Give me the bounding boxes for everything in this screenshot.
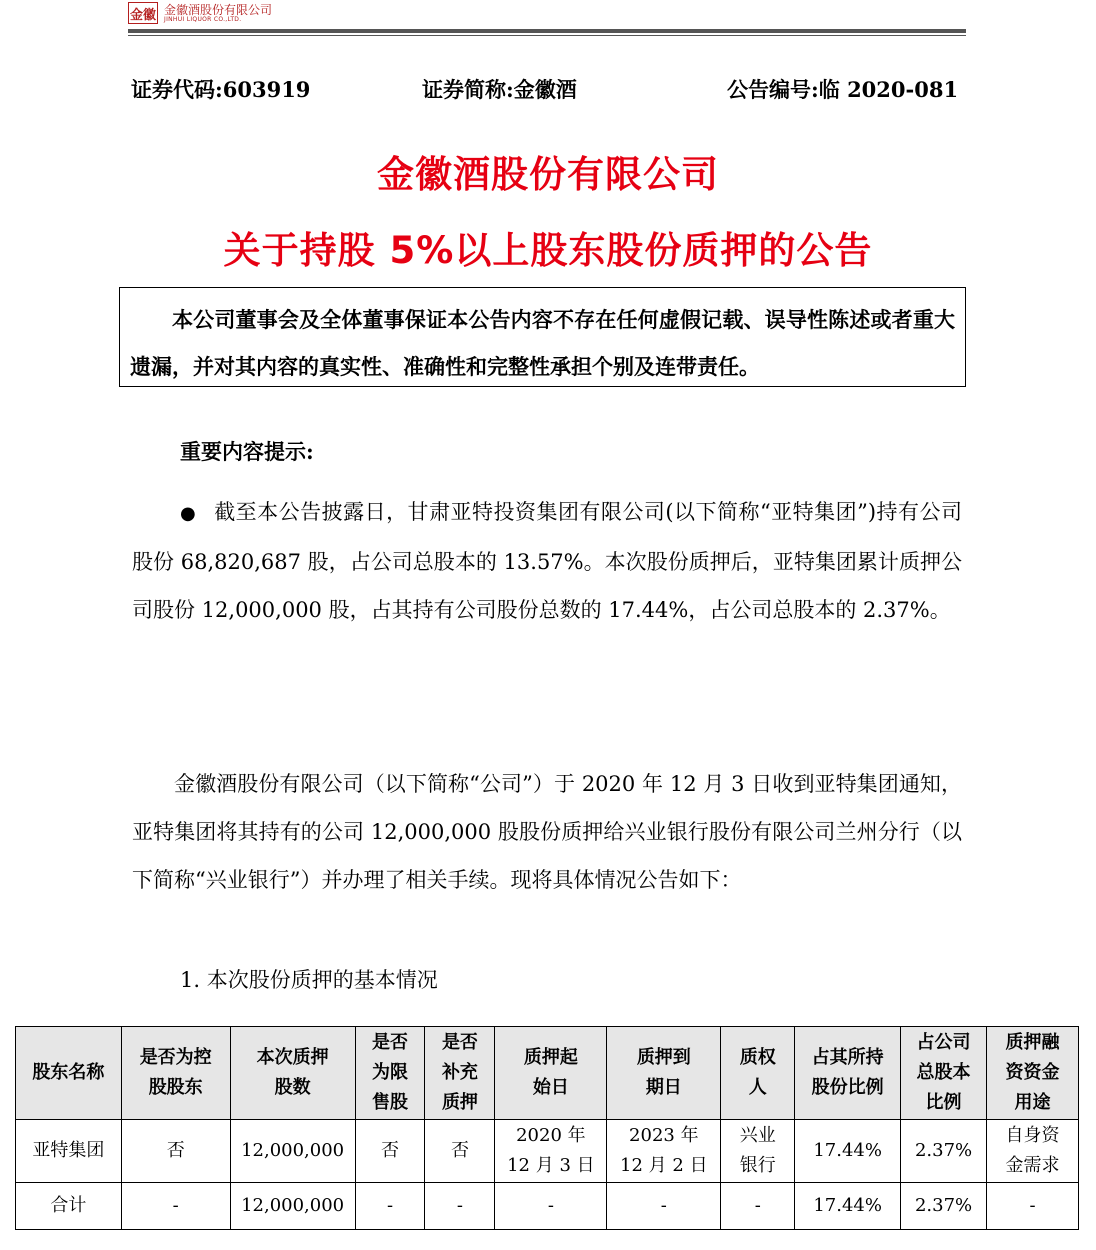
table-total-row bbox=[16, 1183, 1079, 1230]
cell-end-date: 2023 年 12 月 2 日 bbox=[607, 1120, 721, 1183]
logo-company-name: 金徽酒股份有限公司 bbox=[164, 2, 273, 17]
cell-pledged-shares: 12,000,000 bbox=[230, 1120, 355, 1183]
board-guarantee-text: 本公司董事会及全体董事保证本公告内容不存在任何虚假记载、误导性陈述或者重大遗漏，并对其内容的真实性、准确性和完整性承担个别及连带责任。 bbox=[130, 307, 955, 379]
body-paragraph bbox=[132, 760, 962, 904]
header-pct-total: 占公司总股本比例 bbox=[901, 1027, 987, 1120]
highlights-bullet bbox=[132, 488, 962, 634]
header-shareholder: 股东名称 bbox=[16, 1027, 122, 1120]
total-start-date: - bbox=[495, 1183, 607, 1230]
cell-restricted: 否 bbox=[355, 1120, 425, 1183]
document-title-company: 金徽酒股份有限公司 bbox=[377, 153, 719, 196]
total-restricted: - bbox=[355, 1183, 425, 1230]
pledge-table bbox=[15, 1026, 1079, 1230]
header-rule bbox=[128, 29, 966, 33]
total-shareholder: 合计 bbox=[16, 1183, 122, 1230]
header-controlling: 是否为控股股东 bbox=[121, 1027, 230, 1120]
header-pledgee: 质权人 bbox=[721, 1027, 795, 1120]
notice-number: 公告编号:临 2020-081 bbox=[727, 77, 959, 102]
highlights-bullet-text: 截至本公告披露日，甘肃亚特投资集团有限公司(以下简称“亚特集团”)持有公司股份 68,820,687 股，占公司总股本的 13.57%。本次股份质押后，亚特集团累计质押公司股份 12,000,000 股，占其持有公司股份总数的 17.44%，占公司总股本的 2.37%。 bbox=[132, 500, 962, 622]
total-pledgee: - bbox=[721, 1183, 795, 1230]
cell-pledgee: 兴业银行 bbox=[721, 1120, 795, 1183]
logo-mark: 金徽 bbox=[128, 2, 158, 24]
total-purpose: - bbox=[987, 1183, 1079, 1230]
total-pledged-shares: 12,000,000 bbox=[230, 1183, 355, 1230]
board-guarantee-box bbox=[119, 287, 966, 387]
header-end-date: 质押到期日 bbox=[607, 1027, 721, 1120]
total-supplementary: - bbox=[425, 1183, 495, 1230]
cell-start-date: 2020 年 12 月 3 日 bbox=[495, 1120, 607, 1183]
logo-text bbox=[164, 4, 272, 23]
cell-purpose: 自身资金需求 bbox=[987, 1120, 1079, 1183]
security-short-name: 证券简称:金徽酒 bbox=[422, 77, 577, 102]
total-controlling: - bbox=[121, 1183, 230, 1230]
header-rule-thin bbox=[128, 35, 966, 36]
logo-company-english: JINHUI LIQUOR CO.,LTD. bbox=[164, 15, 242, 23]
total-pct-held: 17.44% bbox=[795, 1183, 901, 1230]
total-end-date: - bbox=[607, 1183, 721, 1230]
header-supplementary: 是否补充质押 bbox=[425, 1027, 495, 1120]
cell-controlling: 否 bbox=[121, 1120, 230, 1183]
bullet-icon: ● bbox=[180, 503, 197, 524]
company-logo bbox=[128, 0, 272, 26]
header-purpose: 质押融资资金用途 bbox=[987, 1027, 1079, 1120]
cell-pct-held: 17.44% bbox=[795, 1120, 901, 1183]
table-header-row bbox=[16, 1027, 1079, 1120]
security-code: 证券代码:603919 bbox=[131, 77, 311, 102]
highlights-heading: 重要内容提示: bbox=[180, 439, 314, 464]
cell-supplementary: 否 bbox=[425, 1120, 495, 1183]
header-start-date: 质押起始日 bbox=[495, 1027, 607, 1120]
document-title-subject: 关于持股 5%以上股东股份质押的公告 bbox=[223, 229, 873, 272]
cell-shareholder: 亚特集团 bbox=[16, 1120, 122, 1183]
total-pct-total: 2.37% bbox=[901, 1183, 987, 1230]
section1-heading: 1. 本次股份质押的基本情况 bbox=[180, 968, 438, 992]
header-restricted: 是否为限售股 bbox=[355, 1027, 425, 1120]
header-pct-held: 占其所持股份比例 bbox=[795, 1027, 901, 1120]
header-pledged-shares: 本次质押股数 bbox=[230, 1027, 355, 1120]
cell-pct-total: 2.37% bbox=[901, 1120, 987, 1183]
body-paragraph-text: 金徽酒股份有限公司（以下简称“公司”）于 2020 年 12 月 3 日收到亚特集团通知，亚特集团将其持有的公司 12,000,000 股股份质押给兴业银行股份有限公司兰州分行（以下简称“兴业银行”）并办理了相关手续。现将具体情况公告如下： bbox=[132, 772, 962, 892]
table-row bbox=[16, 1120, 1079, 1183]
